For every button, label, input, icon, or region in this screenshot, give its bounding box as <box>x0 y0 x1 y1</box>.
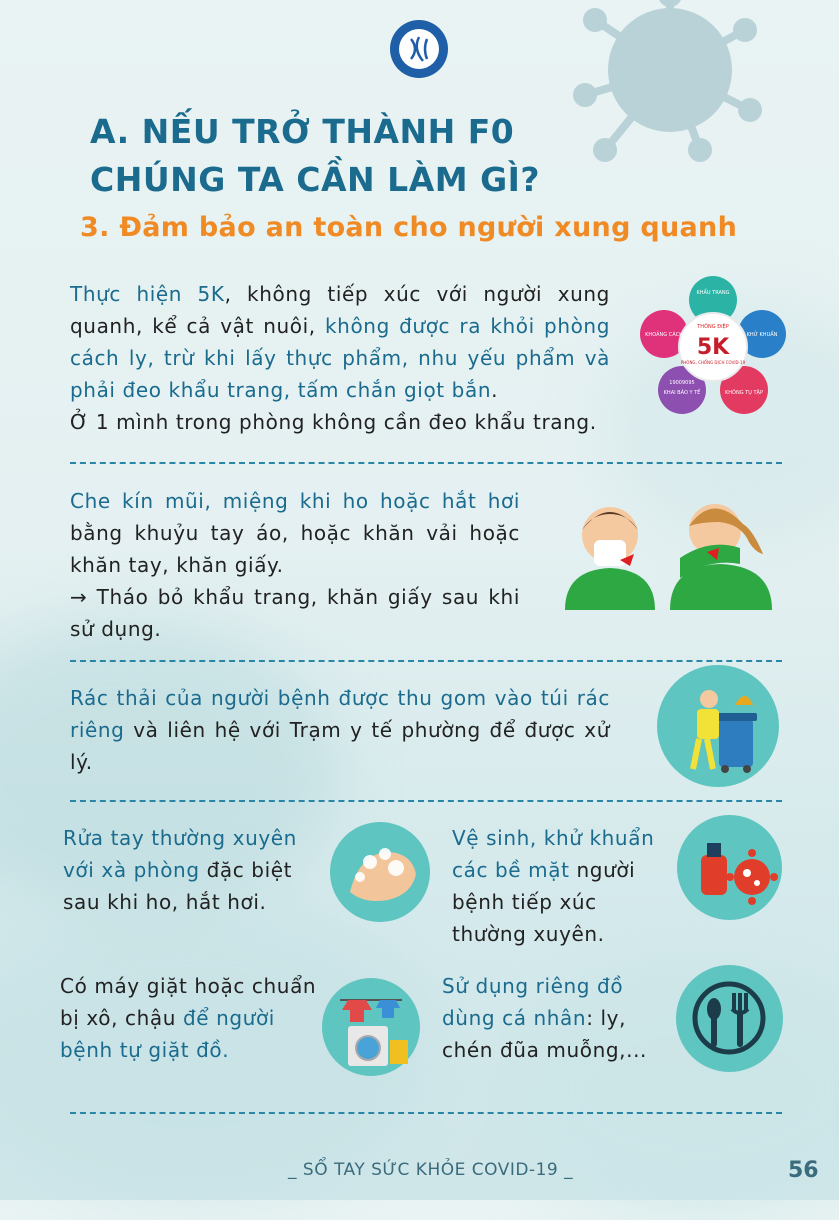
disinfect-text <box>452 822 672 950</box>
svg-text:KHAI BÁO Y TẾ: KHAI BÁO Y TẾ <box>663 390 701 396</box>
footer-title: _ SỔ TAY SỨC KHỎE COVID-19 _ <box>288 1160 574 1180</box>
svg-text:5K: 5K <box>696 335 730 360</box>
section4b-text: người bệnh tiếp xúc thường xuyên. <box>452 858 636 946</box>
section4a-highlight: Rửa tay thường xuyên với xà phòng <box>63 826 297 882</box>
section2-text: bằng khuỷu tay áo, hoặc khăn vải hoặc khăn tay, khăn giấy. <box>70 521 520 577</box>
section5a-highlight: để người bệnh tự giặt đồ. <box>60 1006 275 1062</box>
university-logo-icon <box>389 19 449 79</box>
section1-text1: , không tiếp xúc với người xung quanh, kể cả vật nuôi, <box>70 282 610 338</box>
section-5k-text <box>70 278 610 438</box>
section1-highlight1: Thực hiện 5K <box>70 282 225 306</box>
sneeze-tissue-icon <box>560 490 660 610</box>
disinfect-spray-icon <box>677 815 782 920</box>
section4a-text: đặc biệt sau khi ho, hắt hơi. <box>63 858 293 914</box>
laundry-text <box>60 970 320 1066</box>
handwash-text <box>63 822 323 918</box>
section3-highlight: Rác thải của người bệnh được thu gom vào túi rác riêng <box>70 686 610 742</box>
svg-text:PHÒNG, CHỐNG DỊCH COVID-19: PHÒNG, CHỐNG DỊCH COVID-19 <box>680 360 746 365</box>
section4b-highlight: Vệ sinh, khử khuẩn các bề mặt <box>452 826 655 882</box>
personal-utensils-text <box>442 970 672 1066</box>
utensils-icon <box>676 965 783 1072</box>
washing-machine-icon <box>322 978 420 1076</box>
page-number: 56 <box>788 1158 819 1183</box>
svg-text:THÔNG ĐIỆP: THÔNG ĐIỆP <box>697 324 729 330</box>
svg-text:KHÔNG TỤ TẬP: KHÔNG TỤ TẬP <box>725 390 763 396</box>
waste-disposal-text <box>70 682 610 778</box>
svg-text:KHẨU TRANG: KHẨU TRANG <box>696 290 730 296</box>
section5a-text: Có máy giặt hoặc chuẩn bị xô, chậu <box>60 974 317 1030</box>
divider <box>70 462 782 464</box>
section2-text2: Tháo bỏ khẩu trang, khăn giấy sau khi sử dụng. <box>70 585 520 641</box>
divider <box>70 660 782 662</box>
section-subtitle: 3. Đảm bảo an toàn cho người xung quanh <box>80 212 738 243</box>
section5b-text: : ly, chén đũa muỗng,... <box>442 1006 647 1062</box>
section3-text: và liên hệ với Trạm y tế phường để được xử lý. <box>70 718 610 774</box>
waste-bin-icon <box>657 665 779 787</box>
section1-highlight2: không được ra khỏi phòng cách ly, trừ khi lấy thực phẩm, nhu yếu phẩm và phải đeo khẩu trang, tấm chắn giọt bắn <box>70 314 611 402</box>
section1-line2: Ở 1 mình trong phòng không cần đeo khẩu trang. <box>70 410 597 434</box>
section5b-highlight: Sử dụng riêng đồ dùng cá nhân <box>442 974 624 1030</box>
page-title-line1: A. NẾU TRỞ THÀNH F0 <box>90 112 515 151</box>
divider <box>70 800 782 802</box>
divider <box>70 1112 782 1114</box>
svg-text:KHOẢNG CÁCH: KHOẢNG CÁCH <box>645 332 683 338</box>
virus-decoration-icon <box>545 0 795 170</box>
page-title-line2: CHÚNG TA CẦN LÀM GÌ? <box>90 160 541 199</box>
section1-text2: . <box>491 378 499 402</box>
handwash-icon <box>330 822 430 922</box>
sneeze-elbow-icon <box>665 488 780 610</box>
svg-text:19009095: 19009095 <box>669 380 695 386</box>
section2-highlight: Che kín mũi, miệng khi ho hoặc hắt hơi <box>70 489 520 513</box>
5k-message-icon <box>638 272 788 422</box>
arrow-icon: → <box>70 585 88 609</box>
svg-text:KHỬ KHUẨN: KHỬ KHUẨN <box>746 332 778 338</box>
cover-cough-text <box>70 485 520 645</box>
